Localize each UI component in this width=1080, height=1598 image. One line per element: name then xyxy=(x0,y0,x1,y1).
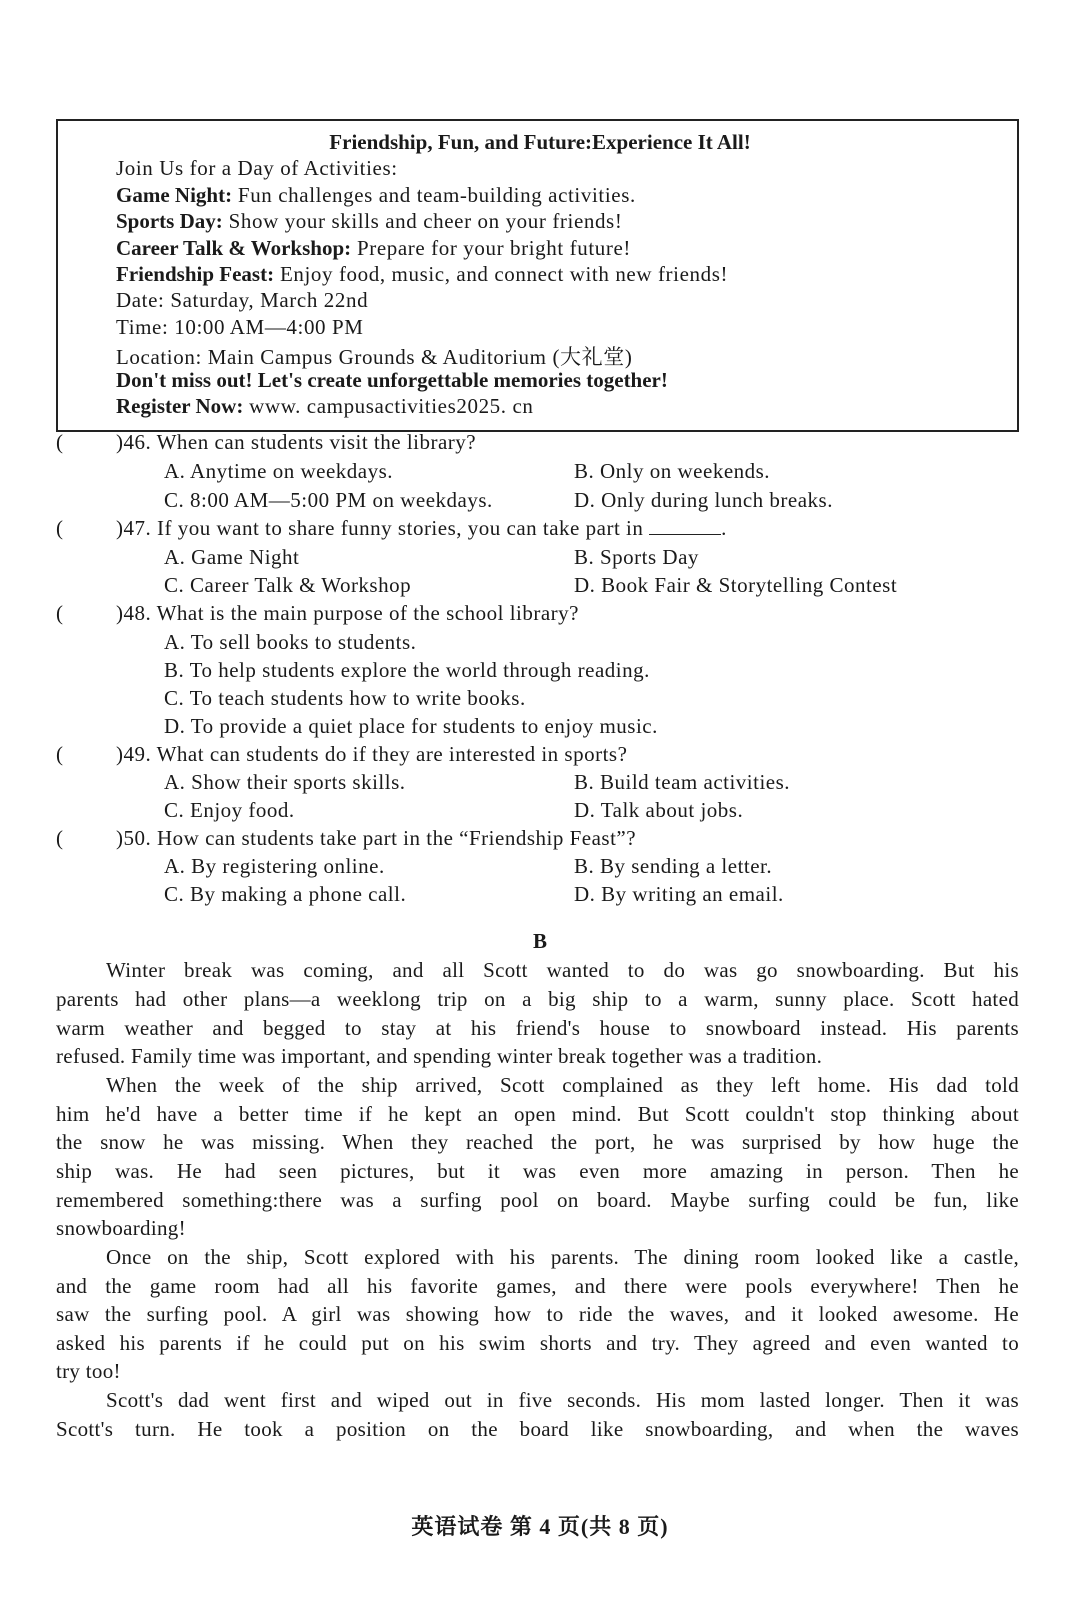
option-46-a: A. Anytime on weekdays. xyxy=(164,459,394,483)
activity-friendship-feast xyxy=(116,262,728,287)
passage-line: asked his parents if he could put on his swim shorts and try. They agreed and even wanted to xyxy=(56,1331,1019,1355)
option-50-b: B. By sending a letter. xyxy=(574,854,773,878)
activity-game-night xyxy=(116,183,636,208)
option-50-c: C. By making a phone call. xyxy=(164,882,407,906)
option-47-c: C. Career Talk & Workshop xyxy=(164,573,412,597)
notice-register xyxy=(116,394,534,419)
slogan-text: Don't miss out! Let's create unforgettable memories together! xyxy=(116,368,668,392)
passage-line: Scott's turn. He took a position on the board like snowboarding, and when the waves xyxy=(56,1417,1019,1441)
passage-line: parents had other plans—a weeklong trip on a big ship to a warm, sunny place. Scott hated xyxy=(56,987,1019,1011)
notice-title: Friendship, Fun, and Future:Experience It All! xyxy=(329,130,751,154)
activity-name: Sports Day: xyxy=(116,209,223,233)
option-48-d: D. To provide a quiet place for students to enjoy music. xyxy=(164,714,658,738)
option-49-d: D. Talk about jobs. xyxy=(574,798,744,822)
passage-line: refused. Family time was important, and spending winter break together was a tradition. xyxy=(56,1044,823,1068)
activity-name: Career Talk & Workshop: xyxy=(116,236,352,260)
option-46-c: C. 8:00 AM—5:00 PM on weekdays. xyxy=(164,488,493,512)
activity-desc: Enjoy food, music, and connect with new friends! xyxy=(274,262,729,286)
option-48-c: C. To teach students how to write books. xyxy=(164,686,526,710)
passage-line: ship was. He had seen pictures, but it was even more amazing in person. Then he xyxy=(56,1159,1019,1183)
passage-line: Scott's dad went first and wiped out in five seconds. His mom lasted longer. Then it was xyxy=(106,1388,1019,1412)
answer-paren-46: ( xyxy=(56,430,63,454)
notice-time: Time: 10:00 AM—4:00 PM xyxy=(116,315,364,339)
option-46-b: B. Only on weekends. xyxy=(574,459,771,483)
passage-line: remembered something:there was a surfing pool on board. Maybe surfing could be fun, like xyxy=(56,1188,1019,1212)
passage-line: Winter break was coming, and all Scott wanted to do was go snowboarding. But his xyxy=(106,958,1019,982)
register-url: www. campusactivities2025. cn xyxy=(243,394,534,418)
notice-date: Date: Saturday, March 22nd xyxy=(116,288,369,312)
activity-desc: Fun challenges and team-building activities. xyxy=(232,183,636,207)
option-49-c: C. Enjoy food. xyxy=(164,798,295,822)
option-48-b: B. To help students explore the world through reading. xyxy=(164,658,650,682)
question-47 xyxy=(116,516,727,541)
option-48-a: A. To sell books to students. xyxy=(164,630,417,654)
answer-paren-49: ( xyxy=(56,742,63,766)
activity-name: Friendship Feast: xyxy=(116,262,275,286)
notice-slogan xyxy=(116,368,668,393)
activity-name: Game Night: xyxy=(116,183,233,207)
activity-sports-day xyxy=(116,209,622,234)
passage-line: Once on the ship, Scott explored with his parents. The dining room looked like a castle, xyxy=(106,1245,1019,1269)
question-47-tail: . xyxy=(721,516,727,540)
notice-location: Location: Main Campus Grounds & Auditorium (大礼堂) xyxy=(116,345,633,369)
option-47-b: B. Sports Day xyxy=(574,545,699,569)
passage-line: snowboarding! xyxy=(56,1216,186,1240)
activity-desc: Show your skills and cheer on your friends! xyxy=(222,209,623,233)
option-50-d: D. By writing an email. xyxy=(574,882,784,906)
answer-paren-48: ( xyxy=(56,601,63,625)
notice-intro: Join Us for a Day of Activities: xyxy=(116,156,398,180)
activity-desc: Prepare for your bright future! xyxy=(351,236,631,260)
question-47-text: )47. If you want to share funny stories, you can take part in xyxy=(116,516,650,540)
page-footer: 英语试卷 第 4 页(共 8 页) xyxy=(411,1514,669,1539)
passage-line: and the game room had all his favorite games, and there were pools everywhere! Then he xyxy=(56,1274,1019,1298)
option-49-b: B. Build team activities. xyxy=(574,770,791,794)
passage-line: try too! xyxy=(56,1359,121,1383)
option-47-a: A. Game Night xyxy=(164,545,300,569)
activity-career-talk xyxy=(116,236,631,261)
register-label: Register Now: xyxy=(116,394,244,418)
answer-blank xyxy=(649,516,721,535)
option-49-a: A. Show their sports skills. xyxy=(164,770,406,794)
question-46: )46. When can students visit the library? xyxy=(116,430,477,454)
question-48: )48. What is the main purpose of the school library? xyxy=(116,601,580,625)
answer-paren-50: ( xyxy=(56,826,63,850)
passage-line: warm weather and begged to stay at his friend's house to snowboard instead. His parents xyxy=(56,1016,1019,1040)
passage-line: the snow he was missing. When they reached the port, he was surprised by how huge the xyxy=(56,1130,1019,1154)
passage-line: saw the surfing pool. A girl was showing how to ride the waves, and it looked awesome. He xyxy=(56,1302,1019,1326)
answer-paren-47: ( xyxy=(56,516,63,540)
section-heading-b: B xyxy=(532,929,547,953)
option-46-d: D. Only during lunch breaks. xyxy=(574,488,833,512)
passage-line: him he'd have a better time if he kept an open mind. But Scott couldn't stop thinking about xyxy=(56,1102,1019,1126)
passage-line: When the week of the ship arrived, Scott complained as they left home. His dad told xyxy=(106,1073,1019,1097)
question-49: )49. What can students do if they are interested in sports? xyxy=(116,742,628,766)
option-50-a: A. By registering online. xyxy=(164,854,385,878)
option-47-d: D. Book Fair & Storytelling Contest xyxy=(574,573,898,597)
question-50: )50. How can students take part in the “Friendship Feast”? xyxy=(116,826,637,850)
